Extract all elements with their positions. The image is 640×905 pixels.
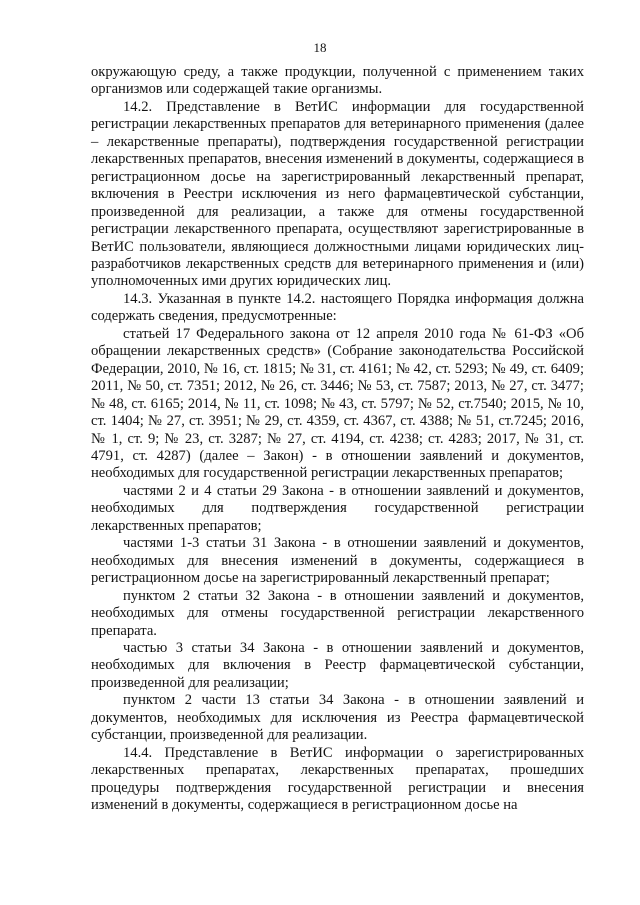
paragraph-14-4: 14.4. Представление в ВетИС информации о зарегистрированных лекарственных препаратах, лекарственных препаратах, прошедших процедуры подтверждения государственной регистрации и внесения изменений в документы, содержащиеся в регистрационном досье на bbox=[91, 744, 584, 814]
document-body bbox=[91, 64, 584, 814]
paragraph-article-34-part-13: пунктом 2 части 13 статьи 34 Закона - в отношении заявлений и документов, необходимых для исключения из Реестра фармацевтической субстанции, произведенной для реализации. bbox=[91, 692, 584, 744]
paragraph-article-31: частями 1-3 статьи 31 Закона - в отношении заявлений и документов, необходимых для внесения изменений в документы, содержащиеся в регистрационном досье на зарегистрированный лекарственный препарат; bbox=[91, 535, 584, 587]
paragraph-article-34-part-3: частью 3 статьи 34 Закона - в отношении заявлений и документов, необходимых для включения в Реестр фармацевтической субстанции, произведенной для реализации; bbox=[91, 639, 584, 691]
paragraph-article-32: пунктом 2 статьи 32 Закона - в отношении заявлений и документов, необходимых для отмены государственной регистрации лекарственного препарата. bbox=[91, 587, 584, 639]
paragraph-article-17: статьей 17 Федерального закона от 12 апреля 2010 года № 61-ФЗ «Об обращении лекарственных средств» (Собрание законодательства Российской Федерации, 2010, № 16, ст. 1815; № 31, ст. 4161; № 42, ст. 5293; № 49, ст. 6409; 2011, № 50, ст. 7351; 2012, № 26, ст. 3446; № 53, ст. 7587; 2013, № 27, ст. 3477; № 48, ст. 6165; 2014, № 11, ст. 1098; № 43, ст. 5797; № 52, ст.7540; 2015, № 10, ст. 1404; № 27, ст. 3951; № 29, ст. 4359, ст. 4367, ст. 4388; № 51, ст.7245; 2016, № 1, ст. 9; № 23, ст. 3287; № 27, ст. 4194, ст. 4238; ст. 4283; 2017, № 31, ст. 4791, ст. 4287) (далее – Закон) - в отношении заявлений и документов, необходимых для государственной регистрации лекарственных препаратов; bbox=[91, 325, 584, 482]
paragraph-14-2: 14.2. Представление в ВетИС информации для государственной регистрации лекарственных препаратов для ветеринарного применения (далее – лекарственные препараты), подтверждения государственной регистрации лекарственных препаратов, внесения изменений в документы, содержащиеся в регистрационном досье на зарегистрированный лекарственный препарат, включения в Реестри исключения из него фармацевтической субстанции, произведенной для реализации, а также для отмены государственной регистрации лекарственного препарата, осуществляют зарегистрированные в ВетИС пользователи, являющиеся должностными лицами юридических лиц-разработчиков лекарственных средств для ветеринарного применения и (или) уполномоченных ими других юридических лиц. bbox=[91, 98, 584, 290]
page-number: 18 bbox=[313, 40, 327, 55]
paragraph-14-3: 14.3. Указанная в пункте 14.2. настоящего Порядка информация должна содержать сведения, предусмотренные: bbox=[91, 290, 584, 325]
paragraph: окружающую среду, а также продукции, полученной с применением таких организмов или содержащей такие организмы. bbox=[91, 64, 584, 98]
paragraph-article-29: частями 2 и 4 статьи 29 Закона - в отношении заявлений и документов, необходимых для подтверждения государственной регистрации лекарственных препаратов; bbox=[91, 482, 584, 534]
